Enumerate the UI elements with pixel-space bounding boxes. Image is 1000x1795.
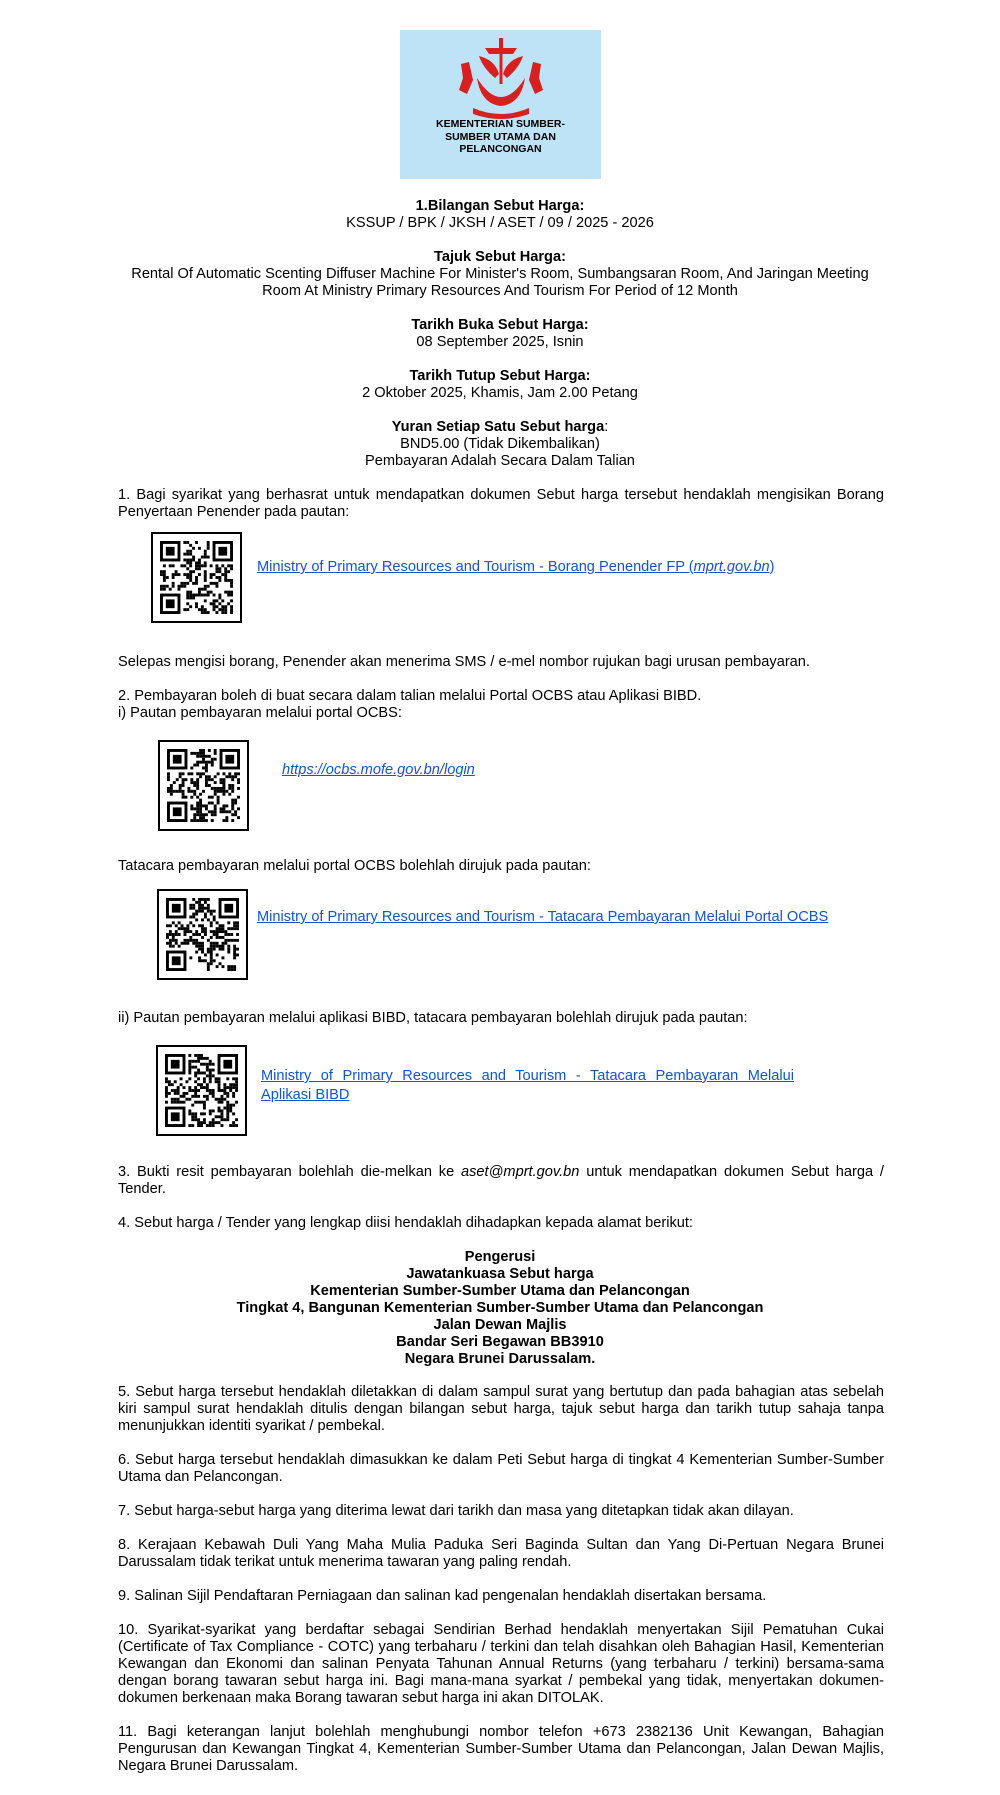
- qr-code-icon: [151, 532, 242, 623]
- title-line-1: Rental Of Automatic Scenting Diffuser Machine For Minister's Room, Sumbangsaran Room, And Jaringan Meeting: [131, 266, 869, 282]
- paragraph-10: 10. Syarikat-syarikat yang berdaftar sebagai Sendirian Berhad hendaklah menyertakan Sijil Pematuhan Cukai (Certificate of Tax Compliance - COTC) yang terbaharu / terkini dan telah disahkan oleh Bahagian Hasil, Kementerian Kewangan dan Ekonomi dan salinan Penyata Tahunan Annual Returns (yang terbaharu / terkini) bersama-sama dengan borang tawaran sebut harga ini. Bagi mana-mana syarkat / pembekal yang tidak, menyertakan dokumen-dokumen berkenaan maka Borang tawaran sebut harga ini akan DITOLAK.: [118, 1622, 884, 1706]
- qr-code-icon: [157, 889, 248, 980]
- qr-code-icon: [158, 740, 249, 831]
- borang-penender-link[interactable]: Ministry of Primary Resources and Tourism - Borang Penender FP (mprt.gov.bn): [257, 559, 775, 575]
- title-line-2: Room At Ministry Primary Resources And Tourism For Period of 12 Month: [262, 283, 738, 299]
- paragraph-4: 4. Sebut harga / Tender yang lengkap diisi hendaklah dihadapkan kepada alamat berikut:: [118, 1215, 693, 1231]
- tatacara-bibd-link-line-1[interactable]: Ministry of Primary Resources and Tourism - Tatacara Pembayaran Melalui: [261, 1068, 794, 1084]
- open-date-label: Tarikh Buka Sebut Harga:: [411, 317, 589, 333]
- ocbs-login-link[interactable]: https://ocbs.mofe.gov.bn/login: [282, 762, 475, 778]
- paragraph-2-line-2: i) Pautan pembayaran melalui portal OCBS:: [118, 705, 402, 721]
- paragraph-7: 7. Sebut harga-sebut harga yang diterima lewat dari tarikh dan masa yang ditetapkan tidak akan dilayan.: [118, 1503, 794, 1519]
- fee-note: Pembayaran Adalah Secara Dalam Talian: [365, 453, 635, 469]
- qr-code-icon: [156, 1045, 247, 1136]
- ministry-logo: [400, 30, 601, 179]
- paragraph-5: 5. Sebut harga tersebut hendaklah diletakkan di dalam sampul surat yang bertutup dan pada bahagian atas sebelah kiri sampul surat hendaklah ditulis dengan bilangan sebut harga, tajuk sebut harga dan tarikh tutup sahaja tanpa menunjukkan identiti syarikat / pembekal.: [118, 1384, 884, 1434]
- close-date-value: 2 Oktober 2025, Khamis, Jam 2.00 Petang: [362, 385, 638, 401]
- paragraph-1: 1. Bagi syarikat yang berhasrat untuk mendapatkan dokumen Sebut harga tersebut hendaklah mengisikan Borang Penyertaan Penender pada pautan:: [118, 487, 884, 520]
- paragraph-6: 6. Sebut harga tersebut hendaklah dimasukkan ke dalam Peti Sebut harga di tingkat 4 Kementerian Sumber-Sumber Utama dan Pelancongan.: [118, 1452, 884, 1485]
- paragraph-2-tatacara: Tatacara pembayaran melalui portal OCBS bolehlah dirujuk pada pautan:: [118, 858, 591, 874]
- ref-label: 1.Bilangan Sebut Harga:: [415, 198, 585, 214]
- paragraph-8: 8. Kerajaan Kebawah Duli Yang Maha Mulia Paduka Seri Baginda Sultan dan Yang Di-Pertuan Negara Brunei Darussalam tidak terikat untuk menerima tawaran yang paling rendah.: [118, 1537, 884, 1570]
- paragraph-2-bibd: ii) Pautan pembayaran melalui aplikasi BIBD, tatacara pembayaran bolehlah dirujuk pada pautan:: [118, 1010, 748, 1026]
- close-date-label: Tarikh Tutup Sebut Harga:: [409, 368, 591, 384]
- paragraph-9: 9. Salinan Sijil Pendaftaran Perniagaan dan salinan kad pengenalan hendaklah disertakan bersama.: [118, 1588, 767, 1604]
- paragraph-2-line-1: 2. Pembayaran boleh di buat secara dalam talian melalui Portal OCBS atau Aplikasi BIBD.: [118, 688, 702, 704]
- fee-label: Yuran Setiap Satu Sebut harga:: [391, 419, 609, 435]
- ref-value: KSSUP / BPK / JKSH / ASET / 09 / 2025 - 2026: [346, 215, 654, 231]
- tatacara-ocbs-link[interactable]: Ministry of Primary Resources and Tourism - Tatacara Pembayaran Melalui Portal OCBS: [257, 909, 829, 925]
- title-label: Tajuk Sebut Harga:: [434, 249, 566, 265]
- contact-email: aset@mprt.gov.bn: [461, 1164, 580, 1180]
- brunei-crest-icon: [455, 34, 547, 120]
- open-date-value: 08 September 2025, Isnin: [416, 334, 584, 350]
- tatacara-bibd-link-line-2[interactable]: Aplikasi BIBD: [261, 1087, 350, 1103]
- address-block: Pengerusi Jawatankuasa Sebut harga Kementerian Sumber-Sumber Utama dan Pelancongan Tingkat 4, Bangunan Kementerian Sumber-Sumber Utama dan Pelancongan Jalan Dewan Majlis Bandar Seri Begawan BB3910 Negara Brunei Darussalam.: [236, 1249, 764, 1367]
- paragraph-1-after: Selepas mengisi borang, Penender akan menerima SMS / e-mel nombor rujukan bagi urusan pembayaran.: [118, 654, 810, 670]
- paragraph-11: 11. Bagi keterangan lanjut bolehlah menghubungi nombor telefon +673 2382136 Unit Kewangan, Bahagian Pengurusan dan Kewangan Tingkat 4, Kementerian Sumber-Sumber Utama dan Pelancongan, Jalan Dewan Majlis, Negara Brunei Darussalam.: [118, 1724, 884, 1774]
- logo-text: KEMENTERIAN SUMBER- SUMBER UTAMA DAN PELANCONGAN: [436, 118, 565, 155]
- fee-value: BND5.00 (Tidak Dikembalikan): [400, 436, 600, 452]
- paragraph-3: 3. Bukti resit pembayaran bolehlah die-melkan ke aset@mprt.gov.bn untuk mendapatkan dokumen Sebut harga / Tender.: [118, 1164, 884, 1197]
